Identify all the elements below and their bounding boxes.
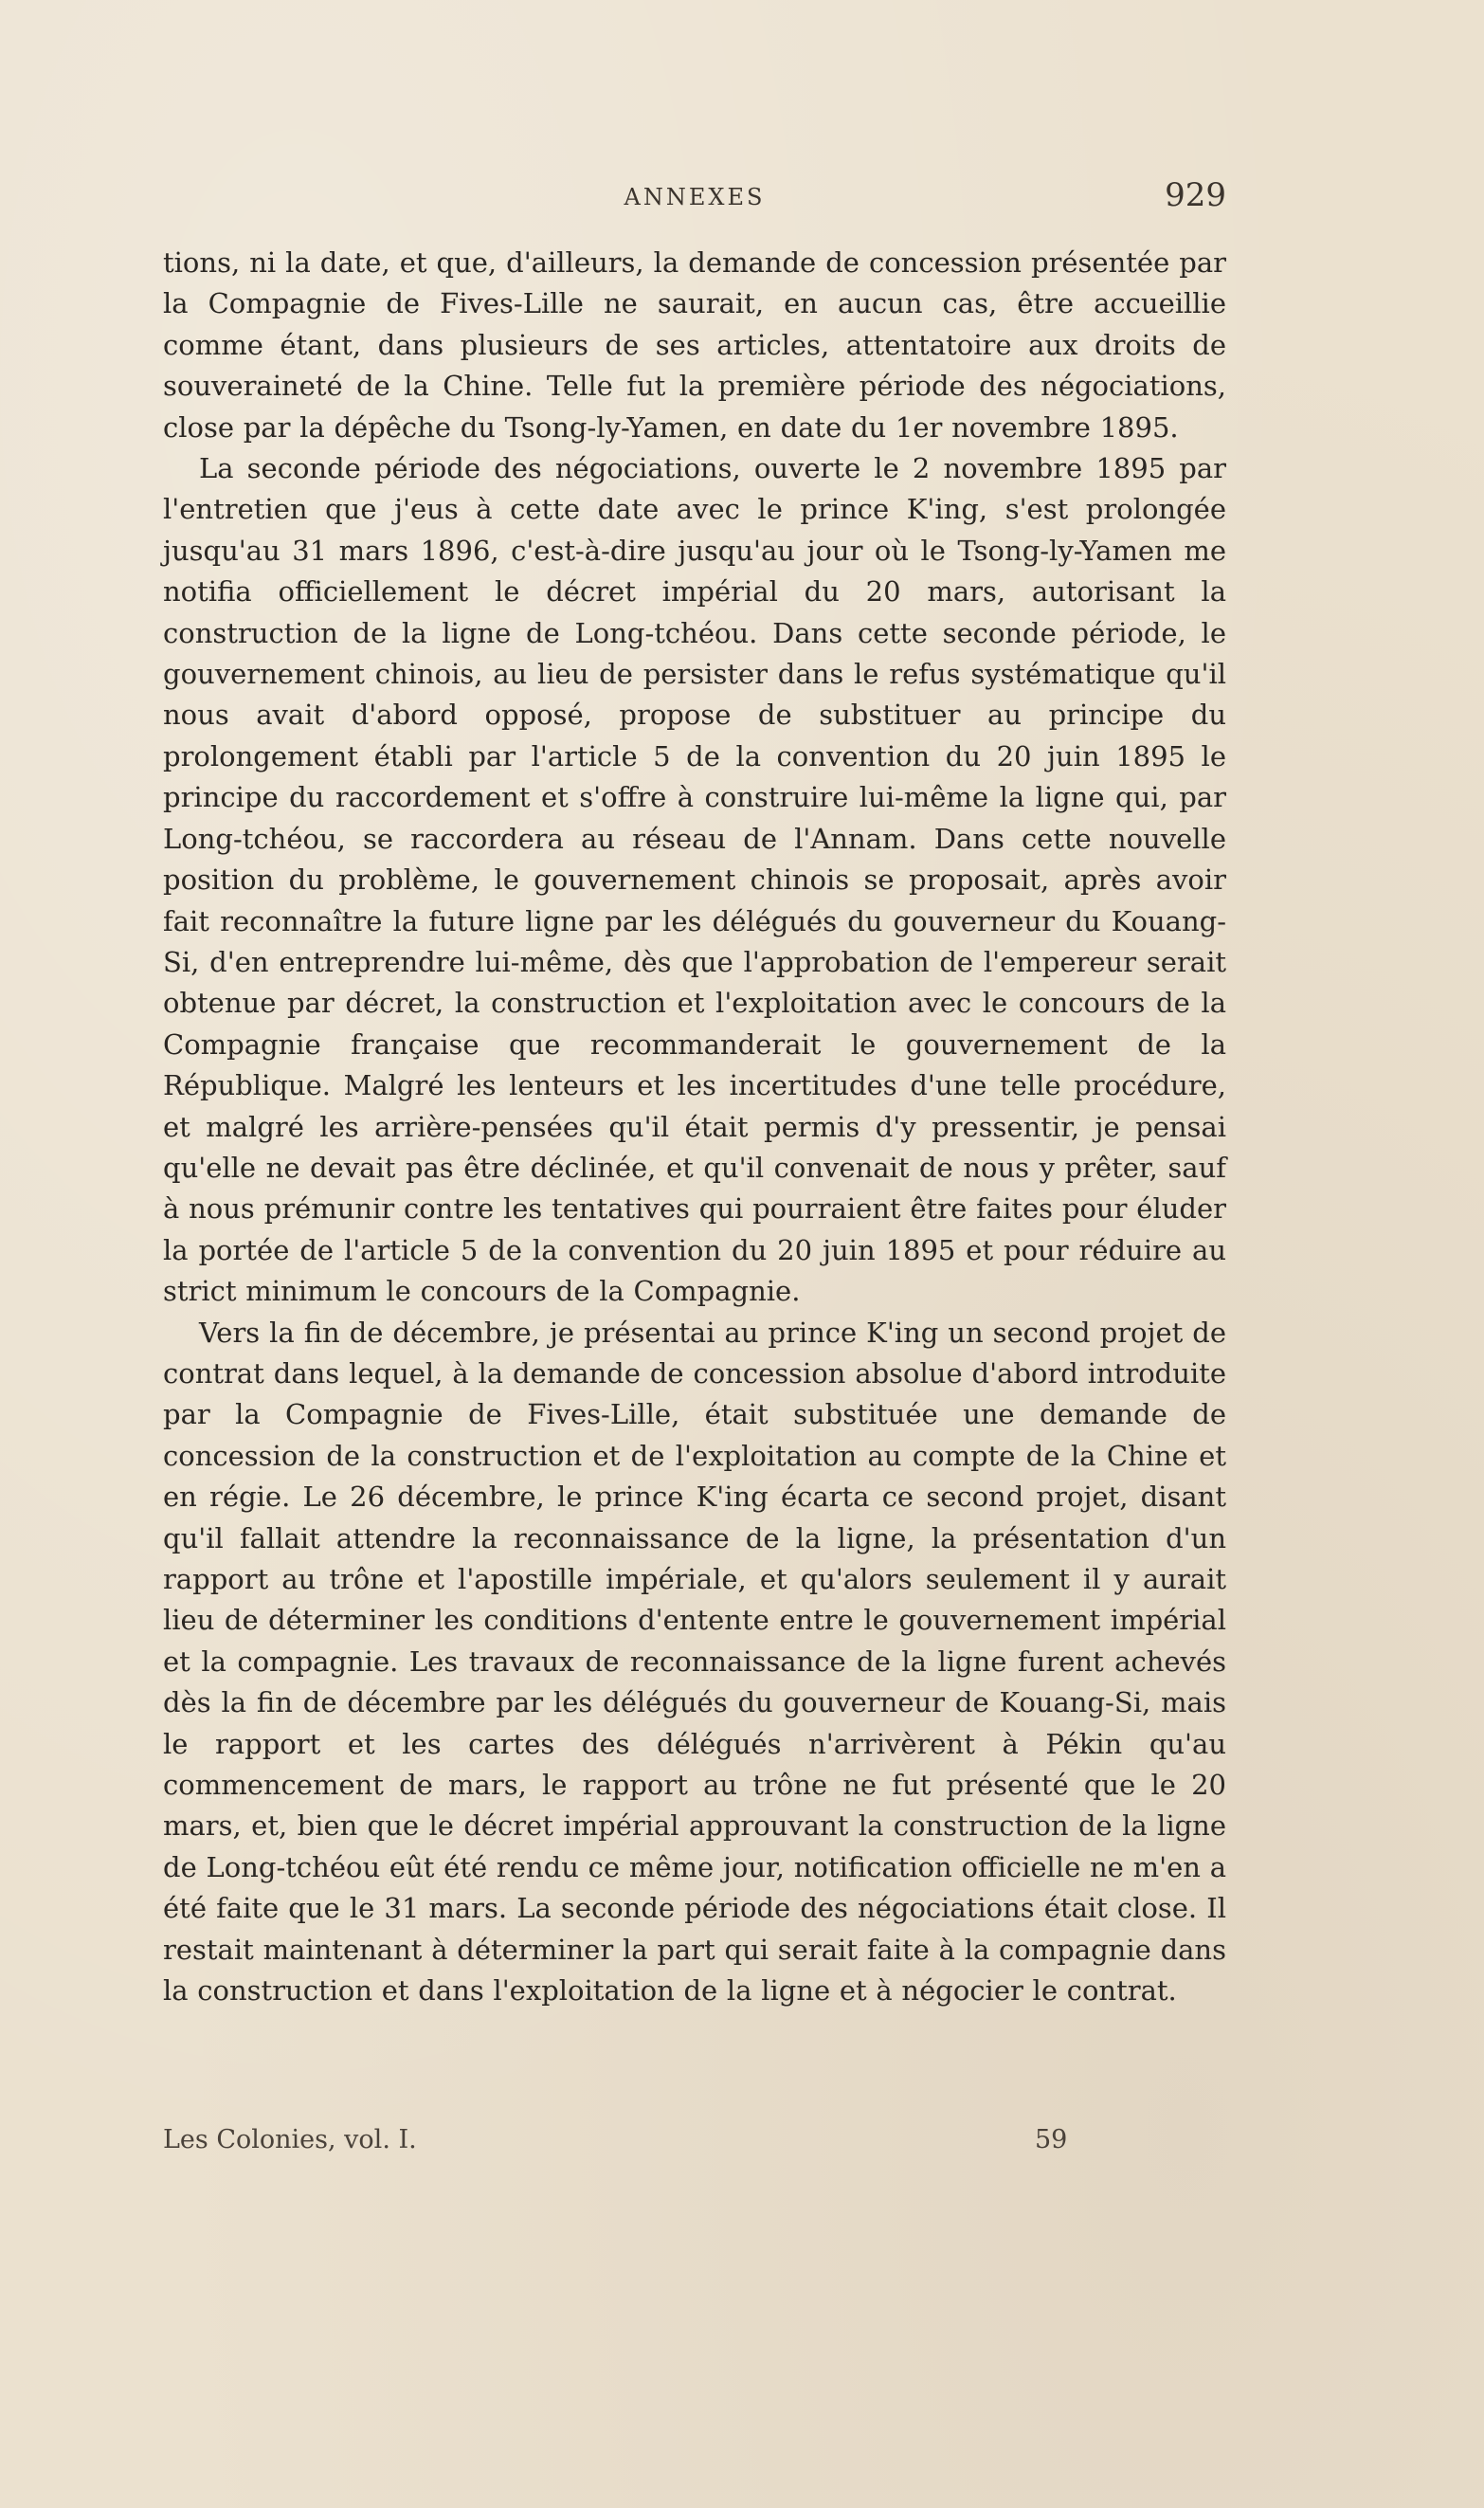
footer-signature: 59 xyxy=(1035,2125,1068,2154)
page-footer xyxy=(163,2125,1226,2163)
body-text xyxy=(163,243,1226,2011)
page-header xyxy=(163,176,1226,220)
footer-source: Les Colonies, vol. I. xyxy=(163,2125,417,2154)
running-title: ANNEXES xyxy=(624,184,766,210)
paragraph-3: Vers la fin de décembre, je présentai au prince K'ing un second projet de contrat dans lequel, à la demande de concession absolue d'abord introduite par la Compagnie de Fives-Lille, était substituée une demande de concession de la construction et de l'exploitation au compte de la Chine et en régie. Le 26 décembre, le prince K'ing écarta ce second projet, disant qu'il fallait attendre la reconnaissance de la ligne, la présentation d'un rapport au trône et l'apostille impériale, et qu'alors seulement il y aurait lieu de déterminer les conditions d'entente entre le gouvernement impérial et la compagnie. Les travaux de reconnaissance de la ligne furent achevés dès la fin de décembre par les délégués du gouverneur de Kouang-Si, mais le rapport et les cartes des délégués n'arrivèrent à Pékin qu'au commencement de mars, le rapport au trône ne fut présenté que le 20 mars, et, bien que le décret impérial approuvant la construction de la ligne de Long-tchéou eût été rendu ce même jour, notification officielle ne m'en a été faite que le 31 mars. La seconde période des négociations était close. Il restait maintenant à déterminer la part qui serait faite à la compagnie dans la construction et dans l'exploitation de la ligne et à négocier le contrat. xyxy=(163,1316,1226,2008)
page-number: 929 xyxy=(1165,176,1226,214)
paragraph-2: La seconde période des négociations, ouverte le 2 novembre 1895 par l'entretien que j'eus à cette date avec le prince K'ing, s'est prolongée jusqu'au 31 mars 1896, c'est-à-dire jusqu'au jour où le Tsong-ly-Yamen me notifia officiellement le décret impérial du 20 mars, autorisant la construction de la ligne de Long-tchéou. Dans cette seconde période, le gouvernement chinois, au lieu de persister dans le refus systématique qu'il nous avait d'abord opposé, propose de substituer au principe du prolongement établi par l'article 5 de la convention du 20 juin 1895 le principe du raccordement et s'offre à construire lui-même la ligne qui, par Long-tchéou, se raccordera au réseau de l'Annam. Dans cette nouvelle position du problème, le gouvernement chinois se proposait, après avoir fait reconnaître la future ligne par les délégués du gouverneur du Kouang-Si, d'en entreprendre lui-même, dès que l'approbation de l'empereur serait obtenue par décret, la construction et l'exploitation avec le concours de la Compagnie française que recommanderait le gouvernement de la République. Malgré les lenteurs et les incertitudes d'une telle procédure, et malgré les arrière-pensées qu'il était permis d'y pressentir, je pensai qu'elle ne devait pas être déclinée, et qu'il convenait de nous y prêter, sauf à nous prémunir contre les tentatives qui pourraient être faites pour éluder la portée de l'article 5 de la convention du 20 juin 1895 et pour réduire au strict minimum le concours de la Compagnie. xyxy=(163,452,1226,1308)
paragraph-1: tions, ni la date, et que, d'ailleurs, la demande de concession présentée par la Compagnie de Fives-Lille ne saurait, en aucun cas, être accueillie comme étant, dans plusieurs de ses articles, attentatoire aux droits de souveraineté de la Chine. Telle fut la première période des négociations, close par la dépêche du Tsong-ly-Yamen, en date du 1er novembre 1895. xyxy=(163,246,1226,444)
